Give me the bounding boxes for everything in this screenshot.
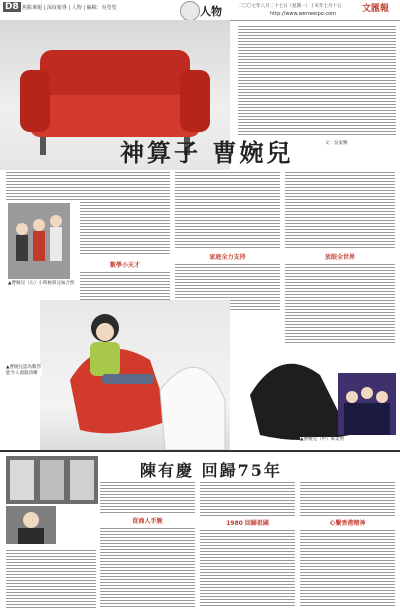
subhead-3: 放眼全世界 — [300, 252, 380, 261]
portrait-photo-caption: ▲曹婉兒認為數學能令人頭腦清晰 — [6, 365, 41, 376]
column-word: 人物 — [200, 5, 222, 18]
second-subhead-3: 心繫香港精神 — [300, 518, 395, 527]
page-code: D8 — [5, 2, 19, 12]
family-photo-caption: ▲曹婉兒（右）小時候與兄妹合照 — [8, 281, 96, 287]
column-icon — [180, 1, 200, 21]
second-middle-text-2 — [200, 528, 295, 608]
middle-column-text-1 — [175, 170, 280, 250]
second-middle-text-1 — [200, 480, 295, 516]
children-graphic — [8, 203, 70, 279]
portrait-graphic — [40, 300, 230, 450]
second-subhead-1: 從商人手腕 — [100, 516, 195, 525]
graduation-caption: ▲曹婉兒（中）畢業照 — [300, 437, 396, 443]
second-story-title: 陳有慶 回歸75年 — [140, 461, 282, 480]
right-column-text-2 — [285, 262, 395, 344]
section-divider — [0, 450, 400, 452]
masthead: 文匯報 — [362, 4, 390, 14]
page-header — [0, 0, 400, 21]
second-far-left-text — [6, 548, 96, 608]
second-subhead-2: 1980 回歸祖國 — [200, 518, 295, 527]
column-logo — [180, 1, 230, 19]
graduation-photo — [338, 373, 396, 435]
left-column-text-2 — [80, 170, 170, 256]
family-photo — [8, 203, 70, 279]
site-url[interactable]: http://www.wenweipo.com — [270, 11, 337, 17]
second-right-text-1 — [300, 480, 395, 516]
graduation-graphic — [338, 373, 396, 435]
second-right-text-2 — [300, 528, 395, 608]
main-title: 神算子 曹婉兒 — [120, 138, 294, 167]
section-info: 焦點專題 | 深度報導 | 人物 | 編輯：吳瑩瑩 — [22, 5, 117, 11]
second-story-photo-portrait — [6, 506, 56, 544]
subhead-2: 家庭全力支持 — [175, 252, 280, 261]
second-story-photo-top — [6, 456, 98, 504]
second-left-text-1 — [100, 480, 195, 514]
intro-text — [238, 24, 396, 136]
second-left-text-2 — [100, 526, 195, 608]
byline: 文：吳家樂 — [325, 141, 348, 146]
portrait-photo — [40, 300, 230, 450]
right-column-text-1 — [285, 170, 395, 250]
historic-photos-graphic — [6, 456, 98, 504]
subhead-1: 數學小天才 — [80, 260, 170, 269]
man-portrait-graphic — [6, 506, 56, 544]
date-line: 二〇〇七年八月二十七日（星期一）丁亥年七月十五 — [238, 4, 342, 9]
